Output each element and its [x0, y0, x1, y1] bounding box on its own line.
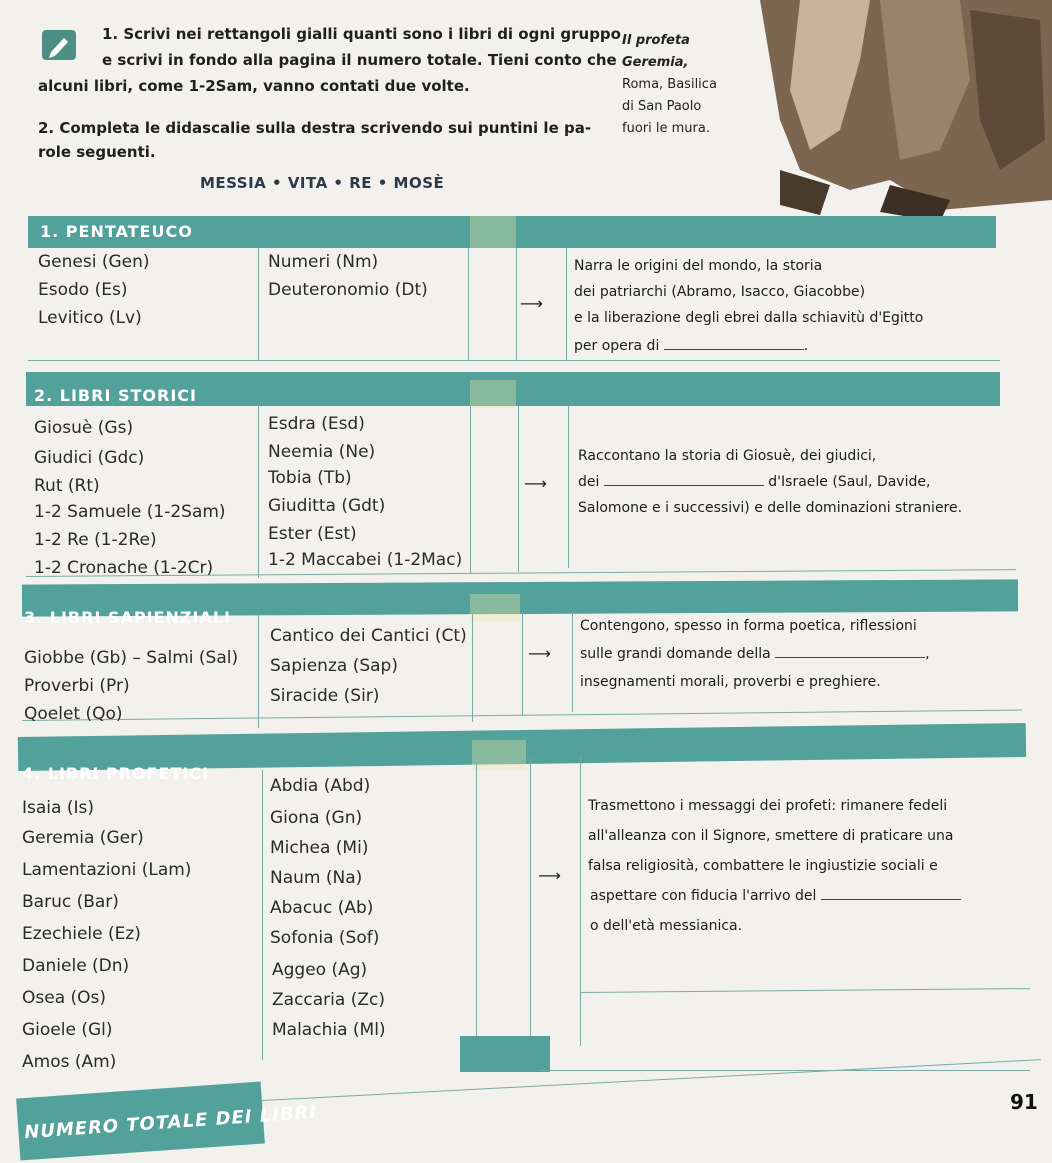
book-sapienza: Sapienza (Sap)	[270, 656, 398, 676]
arrow-1: ⟶	[520, 294, 543, 313]
word-bank: MESSIA • VITA • RE • MOSÈ	[200, 174, 445, 192]
book-giuditta: Giuditta (Gdt)	[268, 496, 386, 516]
storici-desc-2-text: dei	[578, 474, 600, 490]
caption-line-5: fuori le mura.	[622, 121, 710, 136]
book-sofonia: Sofonia (Sof)	[270, 928, 380, 948]
sapienziali-desc-2-text: sulle grandi domande della	[580, 646, 771, 662]
profetici-desc-3: falsa religiosità, combattere le ingiustizie sociali e	[588, 858, 938, 874]
book-osea: Osea (Os)	[22, 988, 107, 1008]
book-gioele: Gioele (Gl)	[22, 1020, 113, 1040]
storici-desc-1: Raccontano la storia di Giosuè, dei giudici,	[578, 448, 877, 464]
book-re: 1-2 Re (1-2Re)	[34, 530, 157, 550]
instruction-1-line-1: 1. Scrivi nei rettangoli gialli quanti sono i libri di ogni gruppo	[102, 25, 621, 43]
sapienziali-desc-1: Contengono, spesso in forma poetica, riflessioni	[580, 618, 917, 634]
profetici-desc-4	[590, 888, 961, 904]
profetici-desc-2: all'alleanza con il Signore, smettere di praticare una	[588, 828, 954, 844]
pentateuco-desc-4-end: .	[803, 338, 809, 354]
book-neemia: Neemia (Ne)	[268, 442, 376, 462]
sapienziali-title: 3. LIBRI SAPIENZIALI	[24, 608, 231, 627]
sapienziali-desc-3: insegnamenti morali, proverbi e preghiere.	[580, 674, 881, 690]
book-ezechiele: Ezechiele (Ez)	[22, 924, 141, 944]
book-giosue: Giosuè (Gs)	[34, 418, 134, 438]
profetici-desc-1: Trasmettono i messaggi dei profeti: rimanere fedeli	[588, 798, 948, 814]
arrow-3: ⟶	[528, 644, 551, 663]
blank-re[interactable]	[604, 485, 764, 486]
profetici-title: 4. LIBRI PROFETICI	[22, 764, 210, 783]
book-malachia: Malachia (Ml)	[272, 1020, 386, 1040]
sapienziali-desc-2-end: ,	[925, 646, 930, 662]
total-answer-line[interactable]	[262, 1059, 1041, 1101]
blank-mose[interactable]	[664, 349, 804, 350]
blank-vita[interactable]	[775, 657, 925, 658]
image-caption	[622, 30, 717, 140]
pentateuco-count-box[interactable]	[470, 216, 516, 248]
book-isaia: Isaia (Is)	[22, 798, 94, 818]
book-deuteronomio: Deuteronomio (Dt)	[268, 280, 428, 300]
total-label: NUMERO TOTALE DEI LIBRI	[23, 1101, 318, 1144]
prophet-jeremiah-image	[740, 0, 1052, 225]
storici-desc-2-end: d'Israele (Saul, Davide,	[768, 474, 931, 490]
sapienziali-count-box[interactable]	[470, 594, 520, 622]
book-qoelet: Qoelet (Qo)	[24, 704, 123, 724]
book-rut: Rut (Rt)	[34, 476, 100, 496]
caption-title: Il profeta	[622, 33, 690, 48]
book-samuele: 1-2 Samuele (1-2Sam)	[34, 502, 226, 522]
pen-icon	[42, 30, 76, 60]
book-esodo: Esodo (Es)	[38, 280, 128, 300]
instruction-1-line-2: e scrivi in fondo alla pagina il numero totale. Tieni conto che	[102, 51, 617, 69]
book-cantico: Cantico dei Cantici (Ct)	[270, 626, 467, 646]
instruction-1-line-3: alcuni libri, come 1-2Sam, vanno contati due volte.	[38, 77, 470, 95]
pentateuco-desc-1: Narra le origini del mondo, la storia	[574, 258, 823, 274]
total-band-yellow	[460, 1036, 550, 1072]
book-aggeo: Aggeo (Ag)	[272, 960, 368, 980]
book-baruc: Baruc (Bar)	[22, 892, 119, 912]
book-tobia: Tobia (Tb)	[268, 468, 352, 488]
book-numeri: Numeri (Nm)	[268, 252, 379, 272]
storici-desc-2	[578, 474, 930, 490]
book-daniele: Daniele (Dn)	[22, 956, 130, 976]
storici-count-box[interactable]	[470, 380, 516, 408]
book-genesi: Genesi (Gen)	[38, 252, 150, 272]
profetici-count-box[interactable]	[472, 740, 526, 770]
book-esdra: Esdra (Esd)	[268, 414, 365, 434]
instruction-2-line-1: 2. Completa le didascalie sulla destra scrivendo sui puntini le pa-	[38, 119, 592, 137]
book-lamentazioni: Lamentazioni (Lam)	[22, 860, 192, 880]
storici-desc-3: Salomone e i successivi) e delle dominazioni straniere.	[578, 500, 963, 516]
book-giona: Giona (Gn)	[270, 808, 363, 828]
profetici-desc-5: o dell'età messianica.	[590, 918, 743, 934]
book-proverbi: Proverbi (Pr)	[24, 676, 130, 696]
book-naum: Naum (Na)	[270, 868, 363, 888]
book-geremia: Geremia (Ger)	[22, 828, 144, 848]
book-ester: Ester (Est)	[268, 524, 357, 544]
book-giudici: Giudici (Gdc)	[34, 448, 145, 468]
blank-messia[interactable]	[821, 899, 961, 900]
pentateuco-desc-3: e la liberazione degli ebrei dalla schiavitù d'Egitto	[574, 310, 924, 326]
pentateuco-desc-2: dei patriarchi (Abramo, Isacco, Giacobbe)	[574, 284, 866, 300]
book-siracide: Siracide (Sir)	[270, 686, 380, 706]
pentateuco-title: 1. PENTATEUCO	[40, 222, 193, 241]
profetici-desc-4-text: aspettare con fiducia l'arrivo del	[590, 888, 817, 904]
book-amos: Amos (Am)	[22, 1052, 117, 1072]
book-maccabei: 1-2 Maccabei (1-2Mac)	[268, 550, 463, 570]
sapienziali-desc-2	[580, 646, 930, 662]
book-abacuc: Abacuc (Ab)	[270, 898, 374, 918]
page-number: 91	[1010, 1090, 1038, 1114]
pentateuco-desc-4-text: per opera di	[574, 338, 660, 354]
book-zaccaria: Zaccaria (Zc)	[272, 990, 385, 1010]
book-levitico: Levitico (Lv)	[38, 308, 142, 328]
caption-line-3: Roma, Basilica	[622, 77, 717, 92]
arrow-4: ⟶	[538, 866, 561, 885]
pentateuco-desc-4	[574, 338, 808, 354]
book-michea: Michea (Mi)	[270, 838, 369, 858]
book-giobbe-salmi: Giobbe (Gb) – Salmi (Sal)	[24, 648, 239, 668]
book-abdia: Abdia (Abd)	[270, 776, 371, 796]
caption-name: Geremia,	[622, 55, 689, 70]
caption-line-4: di San Paolo	[622, 99, 702, 114]
storici-title: 2. LIBRI STORICI	[34, 386, 197, 405]
book-cronache: 1-2 Cronache (1-2Cr)	[34, 558, 214, 578]
arrow-2: ⟶	[524, 474, 547, 493]
instruction-2-line-2: role seguenti.	[38, 143, 156, 161]
